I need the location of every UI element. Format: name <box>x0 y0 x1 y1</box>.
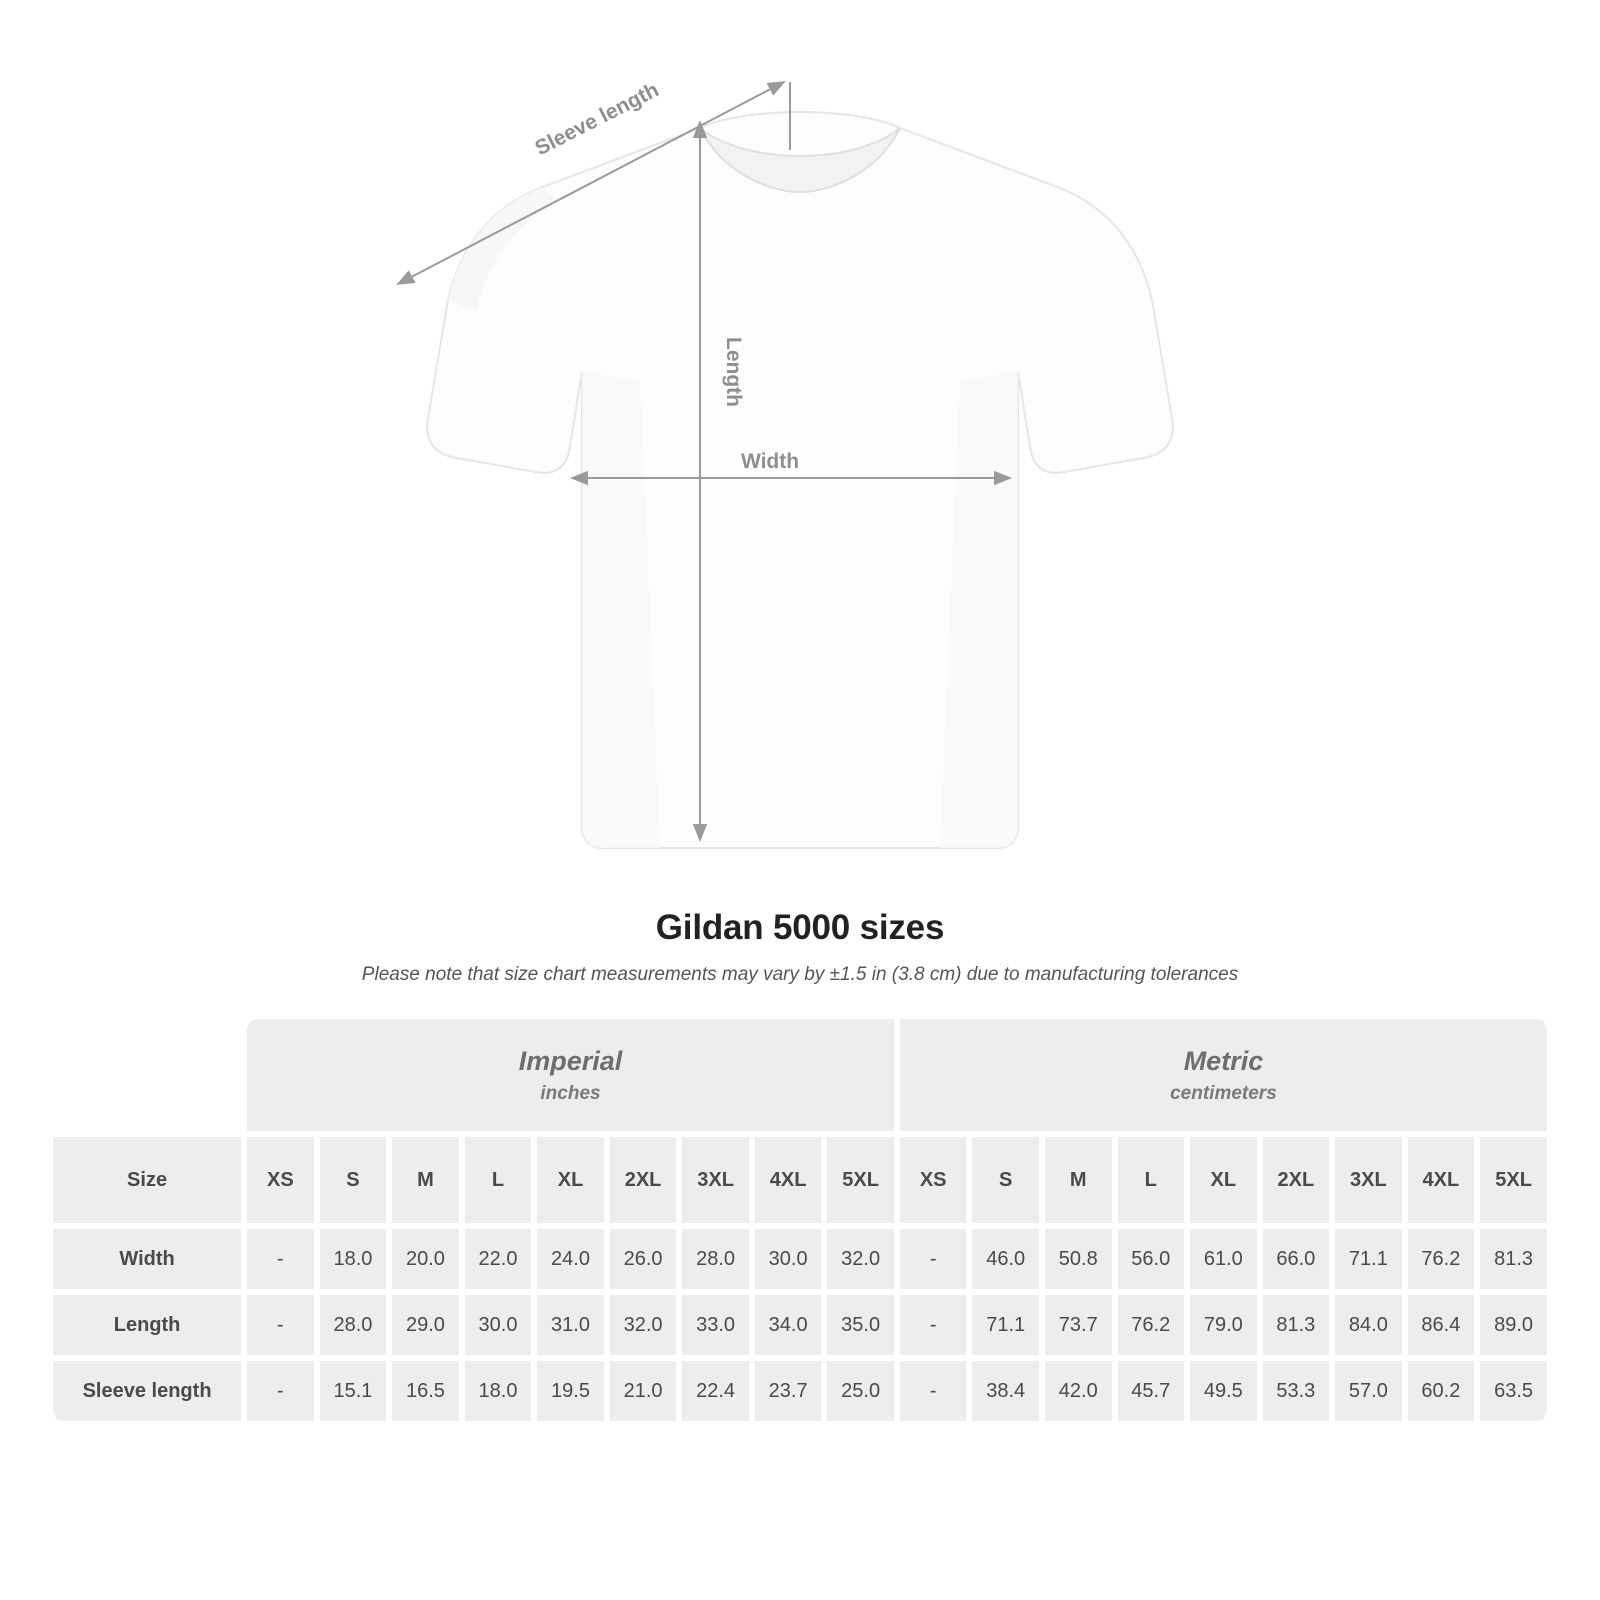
measurement-cell: 89.0 <box>1477 1292 1550 1358</box>
measurement-cell: 34.0 <box>752 1292 825 1358</box>
measurement-cell: - <box>244 1226 317 1292</box>
chart-heading <box>0 908 1600 986</box>
measurement-cell: 28.0 <box>679 1226 752 1292</box>
measurement-cell: 21.0 <box>607 1358 680 1424</box>
size-column-header: 4XL <box>752 1134 825 1226</box>
size-column-header: 4XL <box>1405 1134 1478 1226</box>
sleeve-length-label: Sleeve length <box>531 78 663 161</box>
measurement-cell: 30.0 <box>752 1226 825 1292</box>
row-label: Length <box>50 1292 244 1358</box>
measurement-cell: 32.0 <box>607 1292 680 1358</box>
size-column-header: L <box>462 1134 535 1226</box>
unit-group-name: Metric <box>1183 1046 1264 1077</box>
size-table <box>50 1016 1550 1424</box>
unit-group-header <box>897 1016 1550 1134</box>
table-row <box>50 1226 1550 1292</box>
measurement-cell: 16.5 <box>389 1358 462 1424</box>
size-column-header: XS <box>244 1134 317 1226</box>
measurement-cell: 19.5 <box>534 1358 607 1424</box>
measurement-cell: 24.0 <box>534 1226 607 1292</box>
unit-group-name: Imperial <box>518 1046 623 1077</box>
measurement-cell: 76.2 <box>1115 1292 1188 1358</box>
size-column-header: S <box>969 1134 1042 1226</box>
table-row <box>50 1358 1550 1424</box>
measurement-cell: 73.7 <box>1042 1292 1115 1358</box>
measurement-cell: 66.0 <box>1260 1226 1333 1292</box>
measurement-cell: 86.4 <box>1405 1292 1478 1358</box>
measurement-cell: 61.0 <box>1187 1226 1260 1292</box>
measurement-cell: 28.0 <box>317 1292 390 1358</box>
measurement-cell: 38.4 <box>969 1358 1042 1424</box>
measurement-cell: 60.2 <box>1405 1358 1478 1424</box>
measurement-cell: 57.0 <box>1332 1358 1405 1424</box>
measurement-cell: 26.0 <box>607 1226 680 1292</box>
measurement-cell: 22.0 <box>462 1226 535 1292</box>
size-column-header: 5XL <box>824 1134 897 1226</box>
measurement-cell: 81.3 <box>1477 1226 1550 1292</box>
size-column-header: 2XL <box>607 1134 680 1226</box>
measurement-cell: 32.0 <box>824 1226 897 1292</box>
size-column-header: 3XL <box>679 1134 752 1226</box>
measurement-cell: - <box>244 1358 317 1424</box>
size-column-header: XS <box>897 1134 970 1226</box>
measurement-cell: - <box>244 1292 317 1358</box>
size-table-wrapper <box>50 1016 1550 1424</box>
measurement-cell: 50.8 <box>1042 1226 1115 1292</box>
unit-header-row <box>50 1016 1550 1134</box>
measurement-cell: 18.0 <box>462 1358 535 1424</box>
width-label: Width <box>740 450 800 473</box>
measurement-cell: 49.5 <box>1187 1358 1260 1424</box>
measurement-cell: 23.7 <box>752 1358 825 1424</box>
measurement-cell: 46.0 <box>969 1226 1042 1292</box>
size-header-row <box>50 1134 1550 1226</box>
tolerance-note: Please note that size chart measurements may vary by ±1.5 in (3.8 cm) due to manufacturing tolerances <box>361 964 1239 985</box>
measurement-cell: 42.0 <box>1042 1358 1115 1424</box>
unit-group-sub: inches <box>540 1082 601 1104</box>
measurement-cell: 53.3 <box>1260 1358 1333 1424</box>
measurement-cell: 29.0 <box>389 1292 462 1358</box>
size-column-header: 5XL <box>1477 1134 1550 1226</box>
measurement-cell: 84.0 <box>1332 1292 1405 1358</box>
size-column-header: L <box>1115 1134 1188 1226</box>
unit-group-header <box>244 1016 897 1134</box>
size-column-header: M <box>1042 1134 1115 1226</box>
size-header-label: Size <box>50 1134 244 1226</box>
size-column-header: 2XL <box>1260 1134 1333 1226</box>
measurement-cell: 22.4 <box>679 1358 752 1424</box>
measurement-cell: 31.0 <box>534 1292 607 1358</box>
measurement-cell: - <box>897 1226 970 1292</box>
row-label: Sleeve length <box>50 1358 244 1424</box>
table-corner <box>50 1016 244 1134</box>
size-column-header: XL <box>1187 1134 1260 1226</box>
table-row <box>50 1292 1550 1358</box>
measurement-cell: - <box>897 1358 970 1424</box>
unit-group-sub: centimeters <box>1170 1082 1277 1104</box>
measurement-cell: 81.3 <box>1260 1292 1333 1358</box>
measurement-cell: 35.0 <box>824 1292 897 1358</box>
measurement-cell: 71.1 <box>969 1292 1042 1358</box>
measurement-cell: 63.5 <box>1477 1358 1550 1424</box>
size-column-header: S <box>317 1134 390 1226</box>
measurement-cell: - <box>897 1292 970 1358</box>
measurement-cell: 33.0 <box>679 1292 752 1358</box>
size-column-header: XL <box>534 1134 607 1226</box>
measurement-cell: 76.2 <box>1405 1226 1478 1292</box>
measurement-cell: 30.0 <box>462 1292 535 1358</box>
tshirt-shape <box>427 112 1173 848</box>
measurement-cell: 79.0 <box>1187 1292 1260 1358</box>
size-column-header: 3XL <box>1332 1134 1405 1226</box>
measurement-cell: 18.0 <box>317 1226 390 1292</box>
row-label: Width <box>50 1226 244 1292</box>
measurement-cell: 15.1 <box>317 1358 390 1424</box>
length-label: Length <box>722 337 745 407</box>
page-title: Gildan 5000 sizes <box>655 908 945 947</box>
measurement-cell: 25.0 <box>824 1358 897 1424</box>
measurement-cell: 45.7 <box>1115 1358 1188 1424</box>
measurement-cell: 20.0 <box>389 1226 462 1292</box>
measurement-cell: 56.0 <box>1115 1226 1188 1292</box>
size-column-header: M <box>389 1134 462 1226</box>
measurement-cell: 71.1 <box>1332 1226 1405 1292</box>
